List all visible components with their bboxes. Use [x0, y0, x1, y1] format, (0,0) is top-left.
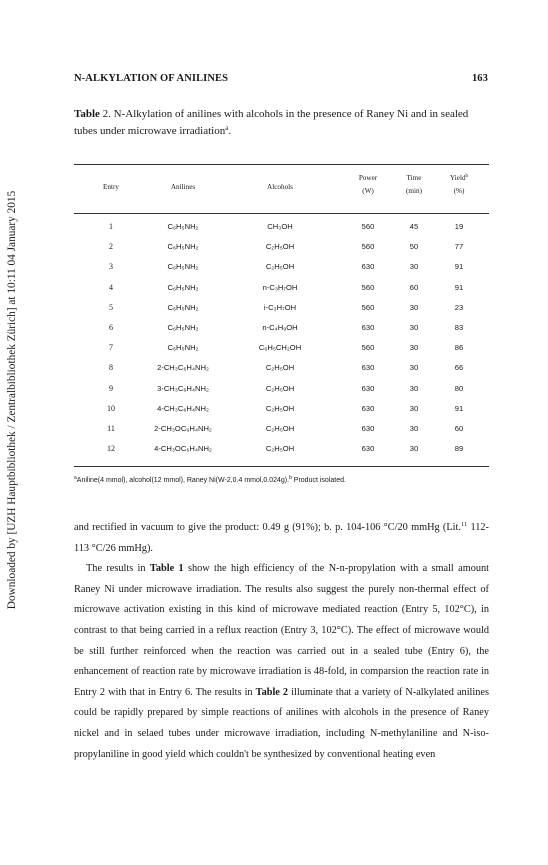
cell-power: 630 [361, 444, 375, 454]
cell-aniline: 2-CH₃OC₆H₄NH₂ [154, 423, 212, 433]
paragraph-1 [74, 518, 489, 559]
table-bottom-rule [74, 466, 489, 467]
header-yield [450, 172, 468, 198]
cell-yield: 91 [454, 282, 464, 292]
cell-alcohol: n-C₄H₉OH [262, 322, 298, 332]
cell-alcohol: C₂H₅OH [265, 423, 295, 433]
cell-entry: 12 [107, 444, 115, 454]
header-time-unit: (min) [406, 187, 422, 195]
cell-time: 45 [409, 222, 419, 231]
table-row [74, 299, 489, 319]
cell-yield: 77 [454, 242, 464, 252]
table-row [74, 400, 489, 420]
download-watermark-text: Downloaded by [UZH Hauptbibliothek / Zentralbibliothek Zürich] at 10:11 04 January 2015 [6, 190, 18, 610]
cell-power: 630 [361, 383, 375, 393]
cell-yield: 91 [454, 403, 464, 413]
table-caption-label: Table [74, 108, 100, 120]
table-row [74, 440, 489, 460]
cell-entry: 8 [109, 363, 113, 373]
cell-power: 560 [361, 343, 375, 353]
table-caption-footnote-mark: a [225, 124, 229, 132]
cell-yield: 86 [454, 343, 464, 353]
cell-alcohol: C₂H₅OH [265, 242, 295, 252]
cell-alcohol: C₂H₅OH [265, 444, 295, 454]
cell-power: 630 [361, 403, 375, 413]
table-2-reference: Table 2 [255, 686, 289, 698]
header-yield-unit: (%) [453, 187, 465, 195]
cell-time: 50 [409, 242, 419, 252]
table-row [74, 380, 489, 400]
table-body [74, 214, 489, 466]
table-caption-text: N-Alkylation of anilines with alcohols in the presence of Raney Ni and in sealed tubes under microwave irradiation [74, 108, 469, 137]
paragraph-2 [74, 559, 489, 765]
cell-time: 30 [409, 383, 419, 393]
cell-entry: 10 [107, 403, 115, 413]
header-alcohols: Alcohols [267, 183, 293, 191]
paragraph-1-text: and rectified in vacuum to give the product: 0.49 g (91%); b. p. 104-106 °C/20 mmHg (Lit. [74, 522, 461, 533]
cell-yield: 91 [454, 262, 464, 272]
header-anilines: Anilines [170, 183, 196, 191]
cell-aniline: C₆H₅NH₂ [167, 343, 199, 353]
cell-aniline: C₆H₅NH₂ [167, 262, 199, 272]
header-yield-label-line [450, 172, 468, 185]
cell-aniline: C₆H₅NH₂ [167, 322, 199, 332]
table-caption-number: 2. [99, 108, 111, 120]
table-caption [74, 106, 489, 140]
table-row [74, 218, 489, 238]
cell-power: 630 [361, 322, 375, 332]
table-row [74, 279, 489, 299]
header-time-label: Time [406, 174, 422, 182]
table-row [74, 258, 489, 278]
table-caption-end: . [228, 125, 232, 137]
cell-entry: 2 [109, 242, 113, 252]
table-row [74, 319, 489, 339]
footnote-isolated: Product isolated. [291, 477, 346, 484]
cell-alcohol: C₂H₅OH [265, 262, 295, 272]
page-number: 163 [471, 73, 488, 84]
paragraph-2-text-c: illuminate that a variety of N-alkylated anilines could be rapidly prepared by simple reactions of anilines with alcohols in the presence of Raney nickel and in selaed tubes under microwave irradiation, including N-methylaniline and N-iso-propylaniline in good yield which couldn't be synthesized by conventional heating even [74, 686, 490, 760]
cell-yield: 19 [454, 222, 464, 231]
cell-power: 560 [361, 222, 375, 231]
header-yield-footnote-mark: b [465, 174, 469, 179]
header-power [359, 172, 377, 198]
cell-yield: 66 [454, 363, 464, 373]
table-1-reference: Table 1 [149, 563, 184, 575]
header-power-unit: (W) [362, 187, 374, 195]
cell-power: 630 [361, 363, 375, 373]
cell-entry: 7 [109, 343, 113, 353]
paragraph-2-text-b: show the high efficiency of the N-n-propylation with a small amount Raney Ni under microwave irradiation. The results also suggest the purely non-thermal effect of microwave activation existing in this kind of microwave mediated reaction (Entry 5, 102°C), in contrast to that being carried in a reflux reaction (Entry 3, 102°C). The effect of microwave would be still further reinforced when the reaction was carried out in a sealed tube (Entry 6), the enhancement of reaction rate by microwave irradiation is 48-fold, in comparsion the reaction rate in Entry 2 with that in Entry 6. The results in [74, 563, 490, 698]
cell-power: 630 [361, 262, 375, 272]
cell-entry: 6 [109, 322, 113, 332]
cell-time: 30 [409, 403, 419, 413]
header-yield-label: Yield [449, 174, 466, 182]
cell-time: 30 [409, 302, 419, 312]
cell-aniline: C₆H₅NH₂ [167, 242, 199, 252]
cell-entry: 3 [109, 262, 113, 272]
cell-time: 30 [409, 322, 419, 332]
cell-alcohol: C₆H₅CH₂OH [258, 343, 302, 353]
footnote-conditions: Aniline(4 mmol), alcohol(12 mmol), Raney Ni(W-2,0.4 mmol,0.024g). [76, 477, 290, 484]
header-time [406, 172, 422, 198]
reference-11: 11 [460, 521, 468, 528]
cell-alcohol: CH₃OH [267, 222, 293, 231]
cell-yield: 83 [454, 322, 464, 332]
cell-alcohol: C₂H₅OH [265, 363, 295, 373]
paragraph-1-text-end: 112-113 °C/26 mmHg). [74, 522, 489, 554]
cell-yield: 89 [454, 444, 464, 454]
cell-alcohol: C₂H₅OH [265, 403, 295, 413]
cell-entry: 5 [109, 302, 113, 312]
cell-power: 630 [361, 423, 375, 433]
cell-alcohol: n-C₃H₇OH [262, 282, 298, 292]
table-row [74, 420, 489, 440]
body-text [74, 518, 489, 765]
cell-yield: 23 [454, 302, 464, 312]
cell-power: 560 [361, 242, 375, 252]
cell-aniline: 4-CH₃C₆H₄NH₂ [157, 403, 209, 413]
cell-yield: 60 [454, 423, 464, 433]
running-head [74, 73, 488, 84]
table-row [74, 339, 489, 359]
cell-aniline: C₆H₅NH₂ [167, 282, 199, 292]
cell-time: 30 [409, 262, 419, 272]
download-watermark [2, 120, 22, 680]
paragraph-2-text-a: The results in [86, 563, 150, 575]
table-header [74, 165, 489, 213]
running-title: N-ALKYLATION OF ANILINES [74, 73, 229, 84]
results-table [74, 164, 489, 467]
header-entry: Entry [103, 183, 119, 191]
cell-aniline: 2-CH₃C₆H₄NH₂ [157, 363, 209, 373]
cell-aniline: 4-CH₃OC₆H₄NH₂ [154, 444, 212, 454]
cell-power: 560 [361, 302, 375, 312]
table-row [74, 359, 489, 379]
cell-power: 560 [361, 282, 375, 292]
footnote-mark-b: b [289, 475, 292, 481]
cell-entry: 11 [107, 423, 115, 433]
cell-alcohol: C₂H₅OH [265, 383, 295, 393]
table-row [74, 238, 489, 258]
cell-alcohol: i-C₃H₇OH [263, 302, 297, 312]
cell-time: 30 [409, 444, 419, 454]
footnote-mark-a: a [74, 475, 77, 481]
cell-aniline: C₆H₅NH₂ [167, 302, 199, 312]
cell-entry: 1 [109, 222, 113, 231]
table-footnote [74, 475, 489, 484]
cell-time: 30 [409, 423, 419, 433]
cell-time: 30 [409, 343, 419, 353]
cell-entry: 4 [109, 282, 113, 292]
cell-time: 30 [409, 363, 419, 373]
cell-yield: 80 [454, 383, 464, 393]
cell-entry: 9 [109, 383, 113, 393]
cell-aniline: C₆H₅NH₂ [167, 222, 199, 231]
cell-time: 60 [409, 282, 419, 292]
cell-aniline: 3-CH₃C₆H₄NH₂ [157, 383, 209, 393]
header-power-label: Power [358, 174, 378, 182]
